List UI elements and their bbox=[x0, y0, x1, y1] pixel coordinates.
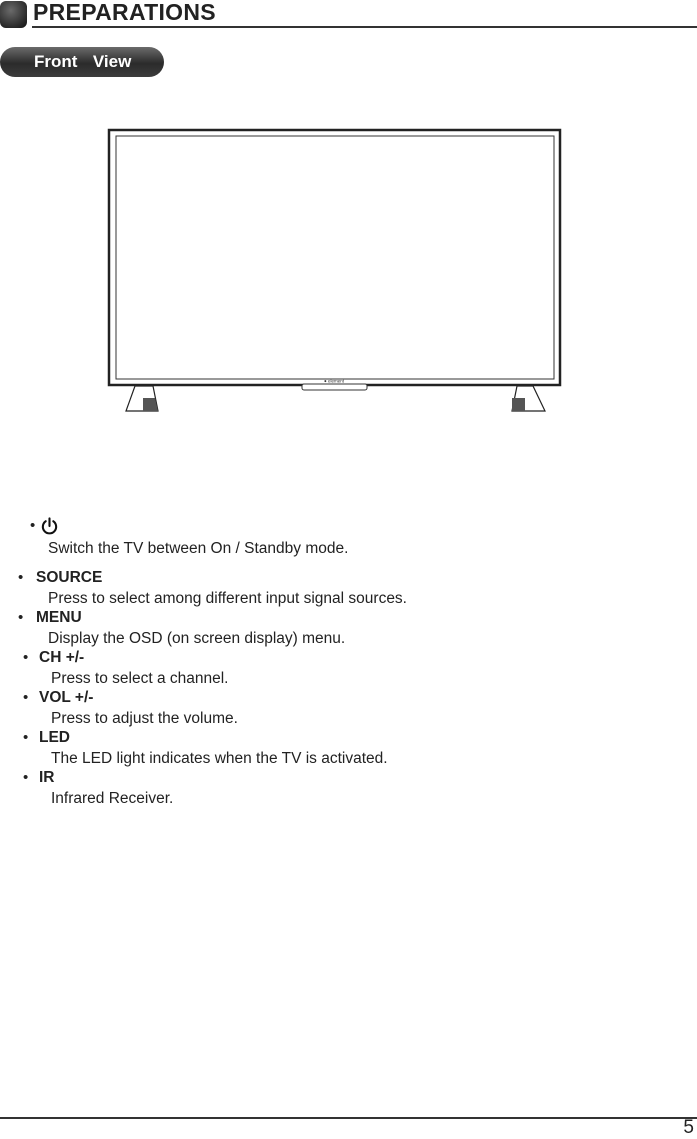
page-title: PREPARATIONS bbox=[33, 0, 216, 25]
vol-description: Press to adjust the volume. bbox=[51, 710, 238, 727]
bullet: • bbox=[23, 769, 29, 786]
section-label-text: Front View bbox=[34, 52, 132, 71]
ir-title: IR bbox=[39, 769, 55, 786]
tv-front-illustration bbox=[105, 126, 565, 416]
title-divider bbox=[32, 26, 697, 28]
section-label-front-view bbox=[0, 47, 164, 77]
bullet: • bbox=[30, 517, 36, 534]
tv-stand-right bbox=[512, 386, 545, 411]
vol-title: VOL +/- bbox=[39, 689, 94, 706]
source-description: Press to select among different input signal sources. bbox=[48, 590, 407, 607]
tv-logo: ● element bbox=[324, 378, 344, 384]
ir-description: Infrared Receiver. bbox=[51, 790, 174, 807]
page-number: 5 bbox=[683, 1117, 694, 1138]
bullet: • bbox=[18, 609, 24, 626]
bullet: • bbox=[18, 569, 24, 586]
led-description: The LED light indicates when the TV is activated. bbox=[51, 750, 388, 767]
header-square-icon bbox=[0, 1, 27, 28]
power-description: Switch the TV between On / Standby mode. bbox=[48, 540, 349, 557]
bullet: • bbox=[23, 729, 29, 746]
footer-divider bbox=[0, 1117, 697, 1119]
menu-title: MENU bbox=[36, 609, 82, 626]
led-title: LED bbox=[39, 729, 70, 746]
source-title: SOURCE bbox=[36, 569, 103, 586]
bullet: • bbox=[23, 649, 29, 666]
ch-title: CH +/- bbox=[39, 649, 85, 666]
ch-description: Press to select a channel. bbox=[51, 670, 229, 687]
bullet: • bbox=[23, 689, 29, 706]
menu-description: Display the OSD (on screen display) menu. bbox=[48, 630, 346, 647]
power-icon bbox=[40, 517, 59, 536]
tv-stand-left bbox=[126, 386, 158, 411]
